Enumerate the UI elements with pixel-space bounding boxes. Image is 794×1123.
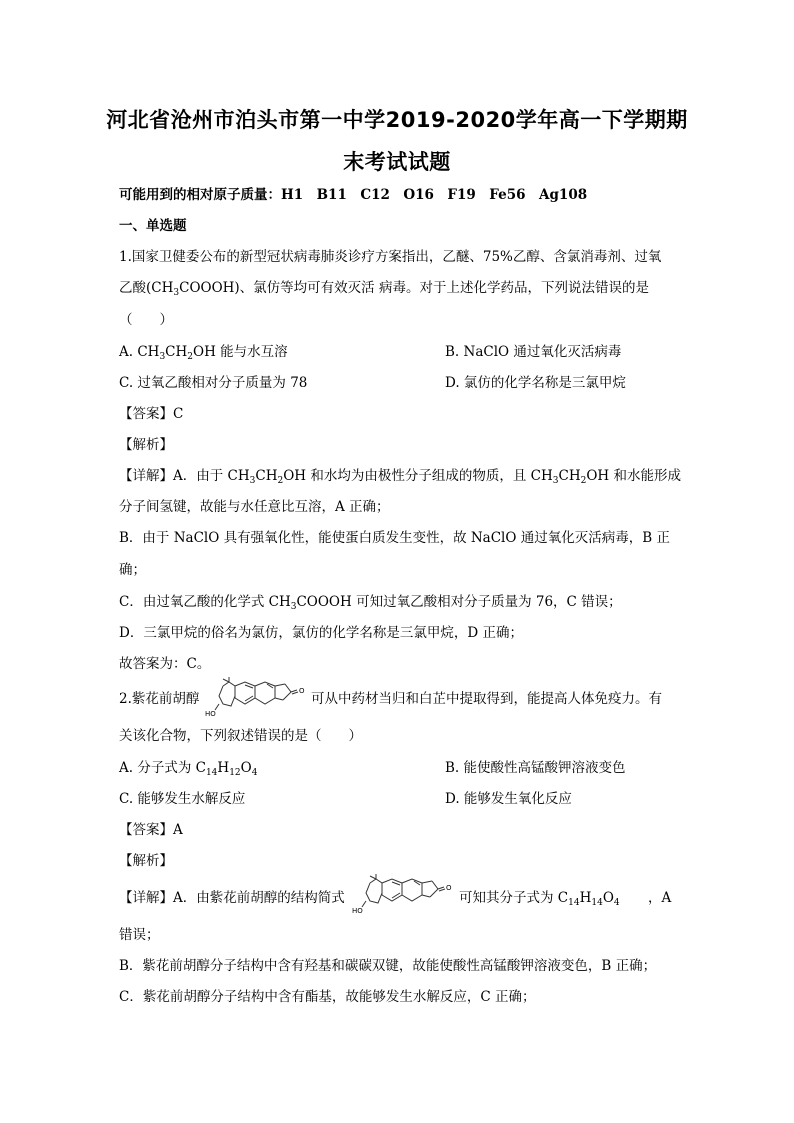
q1-option-d: D. 氯仿的化学名称是三氯甲烷 (445, 375, 626, 391)
q1-stem-line2: 乙酸$(CH_3COOOH)$、氯仿等均可有效灭活 病毒。对于上述化学药品，下列说法错误的是 (119, 280, 649, 298)
q1-answer: 【答案】C (119, 406, 184, 422)
q1-option-b: B. NaClO 通过氧化灭活病毒 (445, 344, 622, 360)
q2-analysis-heading: 【解析】 (119, 853, 173, 869)
q2-detail-line2: 错误； (119, 927, 160, 943)
q2-detail-line1-pre: 【详解】A．由紫花前胡醇的结构简式 (119, 890, 345, 906)
q2-option-d: D. 能够发生氧化反应 (445, 791, 572, 807)
svg-text:HO: HO (205, 710, 216, 718)
q2-option-b: B. 能使酸性高锰酸钾溶液变色 (445, 760, 626, 776)
q2-option-c: C. 能够发生水解反应 (119, 791, 246, 807)
q1-detail-line6: D．三氯甲烷的俗名为氯仿，氯仿的化学名称是三氯甲烷，D 正确； (119, 625, 523, 641)
q2-stem-line1-pre: 2.紫花前胡醇 (119, 691, 200, 707)
q1-detail-line1: 【详解】A．由于 $CH_3CH_2OH$ 和水均为由极性分子组成的物质，且 $CH_3CH_2OH$ 和水能形成 (119, 468, 681, 486)
q2-answer: 【答案】A (119, 822, 183, 838)
q2-option-a: A. 分子式为 $C_{14}H_{12}O_4$ (119, 760, 258, 778)
page-title-line2: 末考试试题 (343, 150, 451, 174)
q1-detail-line5: C．由过氧乙酸的化学式 $CH_3COOOH$ 可知过氧乙酸相对分子质量为 76，C 错误； (119, 594, 622, 612)
q1-detail-line4: 确； (119, 562, 146, 578)
q2-detail-line1-formula: 可知其分子式为 $C_{14}H_{14}O_4$ (459, 890, 620, 908)
q2-stem-line1-post: 可从中药材当归和白芷中提取得到，能提高人体免疫力。有 (311, 691, 662, 707)
q1-option-a: A. $CH_3CH_2OH$ 能与水互溶 (119, 344, 288, 362)
q2-detail-line1-post: ，A (648, 890, 672, 906)
q1-analysis-heading: 【解析】 (119, 437, 173, 453)
page-title-line1: 河北省沧州市泊头市第一中学2019-2020学年高一下学期期 (106, 108, 688, 132)
molecule-structure-1 (205, 676, 313, 720)
q2-detail-line3: B．紫花前胡醇分子结构中含有羟基和碳碳双键，故能使酸性高锰酸钾溶液变色，B 正确； (119, 958, 657, 974)
q1-stem-line3: （ ） (119, 312, 173, 328)
q1-option-c: C. 过氧乙酸相对分子质量为 78 (119, 375, 308, 391)
q2-detail-line4: C．紫花前胡醇分子结构中含有酯基，故能够发生水解反应，C 正确； (119, 989, 536, 1005)
atomic-masses: 可能用到的相对原子质量：H1 B11 C12 O16 F19 Fe56 Ag108 (119, 187, 588, 203)
svg-text:O: O (299, 687, 305, 695)
svg-text:O: O (446, 884, 452, 892)
q1-detail-line3: B．由于 NaClO 具有强氧化性，能使蛋白质发生变性，故 NaClO 通过氧化灭活病毒，B 正 (119, 530, 670, 546)
q1-detail-line7: 故答案为：C。 (119, 656, 211, 672)
q1-stem-line1: 1.国家卫健委公布的新型冠状病毒肺炎诊疗方案指出，乙醚、75%乙醇、含氯消毒剂、过氧 (119, 249, 662, 265)
q1-detail-line2: 分子间氢键，故能与水任意比互溶，A 正确； (119, 499, 390, 515)
q2-stem-line2: 关该化合物，下列叙述错误的是（ ） (119, 728, 362, 744)
section-heading: 一、单选题 (119, 218, 187, 234)
molecule-structure-2 (352, 873, 460, 917)
svg-text:HO: HO (352, 907, 363, 915)
